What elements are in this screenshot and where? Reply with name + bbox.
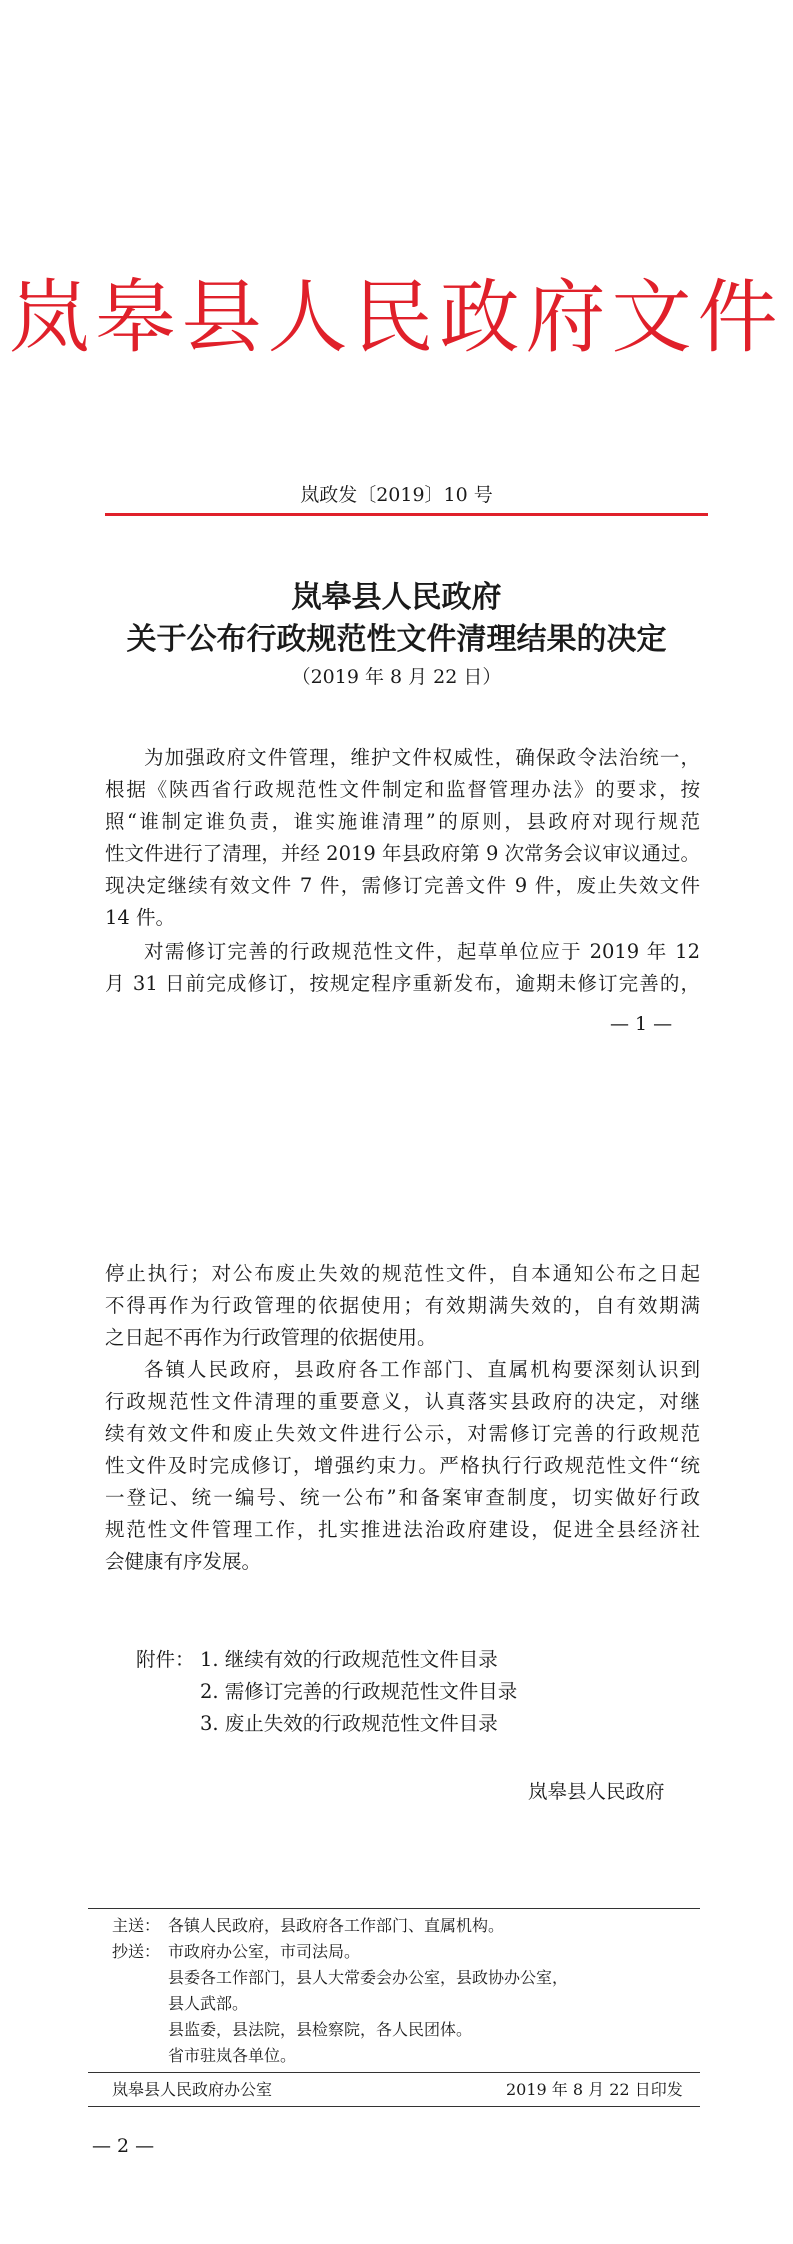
paragraph-line: 不得再作为行政管理的依据使用；有效期满失效的，自有效期满 (105, 1294, 700, 1317)
distribution-middle-rule (88, 2072, 700, 2073)
paragraph-line: 会健康有序发展。 (105, 1550, 262, 1573)
paragraph-line: 现决定继续有效文件 7 件，需修订完善文件 9 件，废止失效文件 (105, 874, 700, 897)
paragraph-line: 性文件及时完成修订，增强约束力。严格执行行政规范性文件“统 (105, 1454, 700, 1477)
paragraph-line: 根据《陕西省行政规范性文件制定和监督管理办法》的要求，按 (105, 778, 700, 801)
main-recipients-label: 主送： (112, 1916, 161, 1935)
distribution-top-rule (88, 1908, 700, 1909)
paragraph-line: 行政规范性文件清理的重要意义，认真落实县政府的决定，对继 (105, 1390, 700, 1413)
print-date: 2019 年 8 月 22 日印发 (506, 2080, 683, 2099)
distribution-bottom-rule (88, 2106, 700, 2107)
issuing-office: 岚皋县人民政府办公室 (112, 2080, 273, 2099)
body-paragraph-2-continued (105, 1258, 700, 1354)
paragraph-line: 月 31 日前完成修订，按规定程序重新发布，逾期未修订完善的， (105, 972, 700, 995)
paragraph-line: 续有效文件和废止失效文件进行公示，对需修订完善的行政规范 (105, 1422, 700, 1445)
paragraph-line: 性文件进行了清理，并经 2019 年县政府第 9 次常务会议审议通过。 (105, 842, 700, 865)
paragraph-line: 之日起不再作为行政管理的依据使用。 (105, 1326, 437, 1349)
attachment-item-1: 1. 继续有效的行政规范性文件目录 (200, 1648, 498, 1671)
cc-line-5: 省市驻岚各单位。 (168, 2046, 297, 2065)
cc-line-3: 县人武部。 (168, 1994, 249, 2013)
cc-line-2: 县委各工作部门，县人大常委会办公室，县政协办公室， (168, 1968, 569, 1987)
main-recipients-text: 各镇人民政府，县政府各工作部门、直属机构。 (168, 1916, 505, 1935)
paragraph-line: 对需修订完善的行政规范性文件，起草单位应于 2019 年 12 (144, 940, 700, 963)
paragraph-line: 为加强政府文件管理，维护文件权威性，确保政令法治统一， (144, 746, 700, 769)
document-title-line1: 岚皋县人民政府 (291, 580, 502, 615)
cc-line-1: 市政府办公室，市司法局。 (168, 1942, 361, 1961)
paragraph-line: 14 件。 (105, 906, 176, 929)
red-separator-line (105, 513, 708, 516)
paragraph-line: 一登记、统一编号、统一公布”和备案审查制度，切实做好行政 (105, 1486, 700, 1509)
attachments-label: 附件： (136, 1648, 195, 1671)
attachment-item-2: 2. 需修订完善的行政规范性文件目录 (200, 1680, 518, 1703)
document-title-line2: 关于公布行政规范性文件清理结果的决定 (126, 622, 667, 657)
body-paragraph-3 (105, 1354, 700, 1578)
body-paragraph-1 (105, 742, 700, 934)
paragraph-line: 停止执行；对公布废止失效的规范性文件，自本通知公布之日起 (105, 1262, 700, 1285)
page-number-1: — 1 — (610, 1013, 673, 1035)
paragraph-line: 照“谁制定谁负责，谁实施谁清理”的原则，县政府对现行规范 (105, 810, 700, 833)
document-number: 岚政发〔2019〕10 号 (300, 484, 493, 506)
paragraph-line: 各镇人民政府，县政府各工作部门、直属机构要深刻认识到 (144, 1358, 700, 1381)
signature-issuer: 岚皋县人民政府 (528, 1780, 665, 1803)
paragraph-line: 规范性文件管理工作，扎实推进法治政府建设，促进全县经济社 (105, 1518, 700, 1541)
body-paragraph-2 (105, 936, 700, 1000)
attachment-item-3: 3. 废止失效的行政规范性文件目录 (200, 1712, 498, 1735)
document-date: （2019 年 8 月 22 日） (291, 666, 502, 688)
cc-line-4: 县监委，县法院，县检察院，各人民团体。 (168, 2020, 473, 2039)
page-number-2: — 2 — (92, 2135, 155, 2157)
cc-label: 抄送： (112, 1942, 161, 1961)
document-issuer-header: 岚皋县人民政府文件 (9, 271, 784, 364)
